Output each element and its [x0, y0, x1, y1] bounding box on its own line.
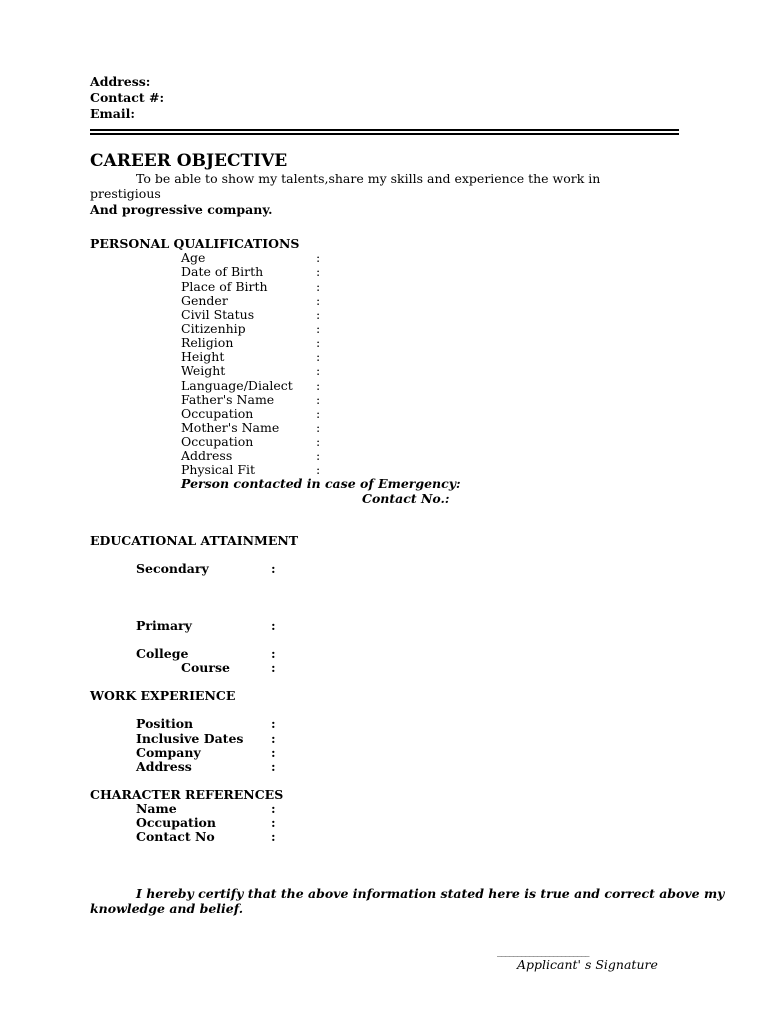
- career-objective-line-3: And progressive company.: [90, 202, 273, 217]
- field-label-age: Age: [181, 250, 206, 265]
- education-college-label: College: [136, 646, 189, 661]
- field-label-date-of-birth: Date of Birth: [181, 264, 264, 279]
- career-objective-line-1: To be able to show my talents,share my skills and experience the work in: [136, 171, 601, 186]
- certification-line-1: I hereby certify that the above information stated here is true and correct above my: [136, 886, 725, 901]
- field-label-occupation: Occupation: [181, 434, 254, 449]
- work-inclusive-dates-label: Inclusive Dates: [136, 731, 244, 746]
- address-label: Address:: [90, 74, 151, 89]
- field-colon: :: [271, 801, 276, 816]
- educational-attainment-heading: EDUCATIONAL ATTAINMENT: [90, 533, 299, 548]
- signature-line: _______________________: [497, 947, 589, 957]
- work-company-label: Company: [136, 745, 201, 760]
- field-label-language-dialect: Language/Dialect: [181, 378, 293, 393]
- field-colon: :: [271, 759, 276, 774]
- work-experience-heading: WORK EXPERIENCE: [90, 688, 236, 703]
- field-colon: :: [271, 829, 276, 844]
- field-colon: :: [316, 392, 321, 407]
- header-rule-bottom: [90, 133, 679, 135]
- certification-line-2: knowledge and belief.: [90, 901, 244, 916]
- field-label-civil-status: Civil Status: [181, 307, 255, 322]
- field-colon: :: [316, 250, 321, 265]
- reference-occupation-label: Occupation: [136, 815, 216, 830]
- field-colon: :: [271, 561, 276, 576]
- field-colon: :: [316, 363, 321, 378]
- field-colon: :: [316, 307, 321, 322]
- field-colon: :: [316, 335, 321, 350]
- field-colon: :: [316, 293, 321, 308]
- field-colon: :: [316, 420, 321, 435]
- header-rule-top: [90, 129, 679, 131]
- field-colon: :: [316, 264, 321, 279]
- field-colon: :: [271, 745, 276, 760]
- field-label-gender: Gender: [181, 293, 228, 308]
- field-label-occupation: Occupation: [181, 406, 254, 421]
- field-label-place-of-birth: Place of Birth: [181, 279, 268, 294]
- field-label-weight: Weight: [181, 363, 226, 378]
- reference-name-label: Name: [136, 801, 177, 816]
- signature-label: Applicant' s Signature: [517, 957, 658, 972]
- field-colon: :: [316, 378, 321, 393]
- emergency-contact-number-label: Contact No.:: [362, 491, 450, 506]
- career-objective-heading: CAREER OBJECTIVE: [90, 151, 288, 171]
- field-label-physical-fit: Physical Fit: [181, 462, 256, 477]
- emergency-contact-person-label: Person contacted in case of Emergency:: [181, 476, 461, 491]
- field-label-citizenship: Citizenhip: [181, 321, 246, 336]
- education-course-label: Course: [181, 660, 230, 675]
- work-address-label: Address: [136, 759, 192, 774]
- field-colon: :: [316, 462, 321, 477]
- character-references-heading: CHARACTER REFERENCES: [90, 787, 284, 802]
- field-label-religion: Religion: [181, 335, 234, 350]
- field-colon: :: [316, 349, 321, 364]
- email-label: Email:: [90, 106, 135, 121]
- reference-contact-no-label: Contact No: [136, 829, 215, 844]
- field-label-address: Address: [181, 448, 233, 463]
- field-colon: :: [271, 716, 276, 731]
- field-colon: :: [316, 448, 321, 463]
- contact-label: Contact #:: [90, 90, 165, 105]
- field-colon: :: [316, 279, 321, 294]
- field-colon: :: [316, 406, 321, 421]
- field-colon: :: [271, 646, 276, 661]
- field-colon: :: [316, 321, 321, 336]
- field-colon: :: [271, 731, 276, 746]
- field-colon: :: [271, 618, 276, 633]
- personal-qualifications-heading: PERSONAL QUALIFICATIONS: [90, 236, 300, 251]
- field-label-mothers-name: Mother's Name: [181, 420, 280, 435]
- career-objective-line-2: prestigious: [90, 186, 161, 201]
- field-colon: :: [271, 815, 276, 830]
- field-colon: :: [316, 434, 321, 449]
- field-colon: :: [271, 660, 276, 675]
- education-primary-label: Primary: [136, 618, 192, 633]
- field-label-fathers-name: Father's Name: [181, 392, 275, 407]
- field-label-height: Height: [181, 349, 225, 364]
- education-secondary-label: Secondary: [136, 561, 209, 576]
- work-position-label: Position: [136, 716, 194, 731]
